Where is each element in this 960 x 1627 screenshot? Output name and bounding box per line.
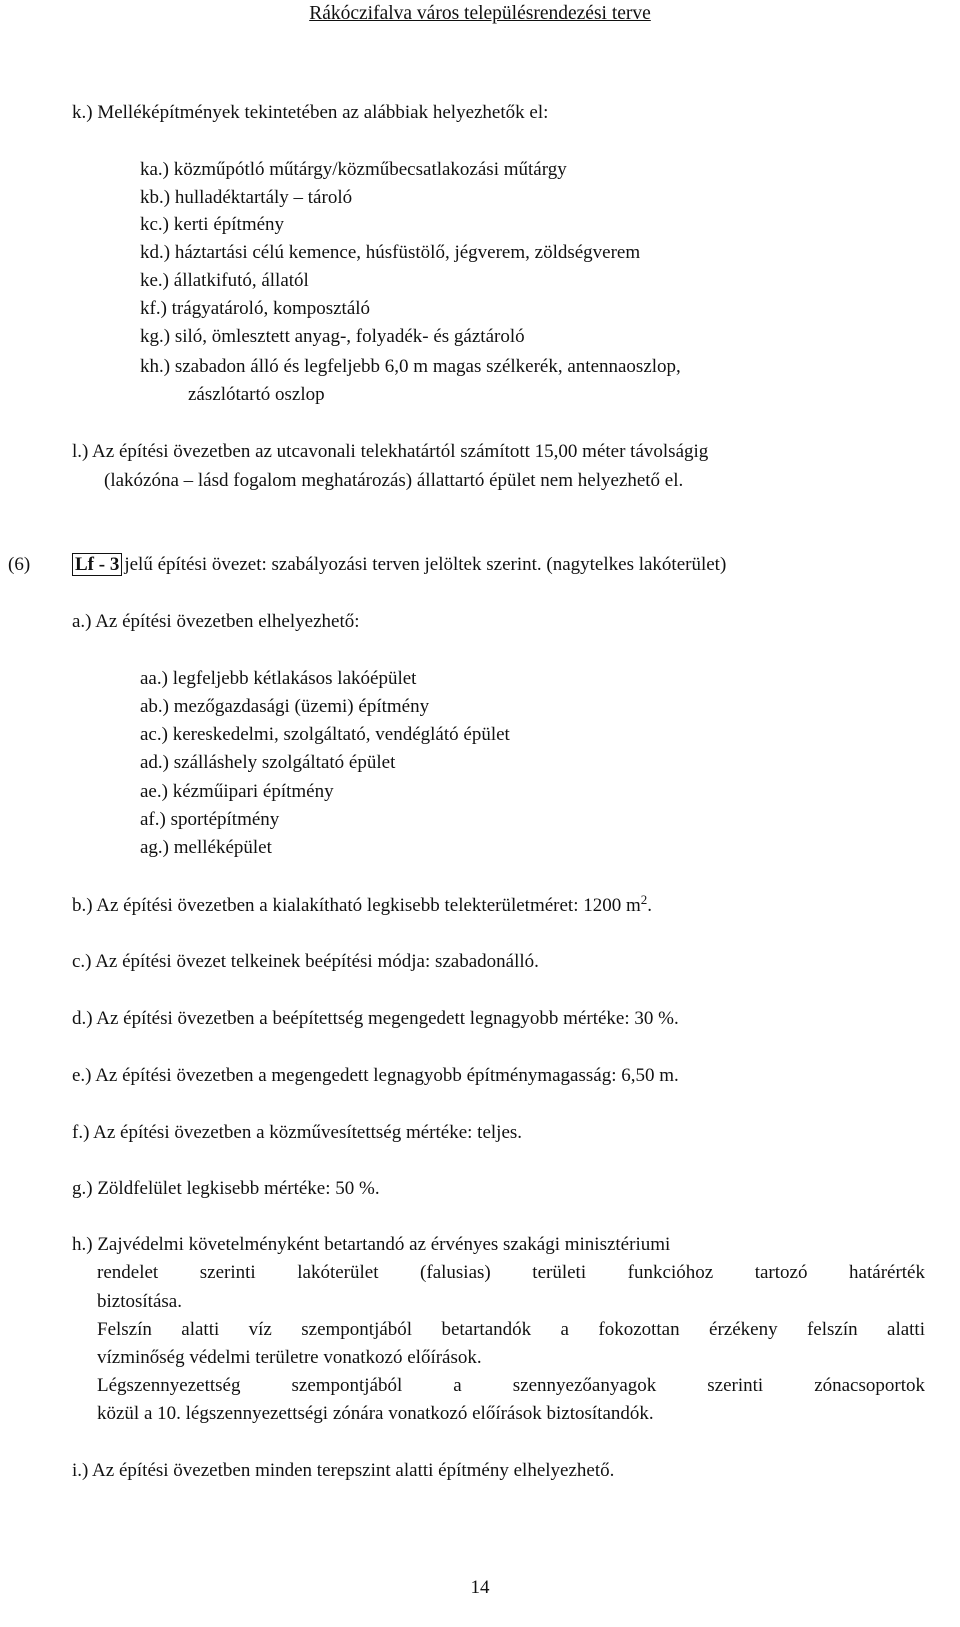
list-item: ag.) melléképület xyxy=(140,837,272,858)
list-item: kg.) siló, ömlesztett anyag-, folyadék- és gáztároló xyxy=(140,326,525,347)
paragraph-h-line4: Felszín alatti víz szempontjából betartandók a fokozottan érzékeny felszín alatti xyxy=(97,1319,925,1340)
paragraph-f: f.) Az építési övezetben a közművesítettség mértéke: teljes. xyxy=(72,1122,523,1143)
paragraph-e: e.) Az építési övezetben a megengedett legnagyobb építménymagasság: 6,50 m. xyxy=(72,1065,679,1086)
list-item-continuation: zászlótartó oszlop xyxy=(188,384,325,405)
list-item: ad.) szálláshely szolgáltató épület xyxy=(140,752,396,773)
list-item: kc.) kerti építmény xyxy=(140,214,285,235)
list-item: kf.) trágyatároló, komposztáló xyxy=(140,298,371,319)
zone-code: Lf - 3 xyxy=(72,553,122,576)
list-item: ae.) kézműipari építmény xyxy=(140,781,334,802)
paragraph-b xyxy=(72,894,652,918)
k-intro: k.) Melléképítmények tekintetében az alábbiak helyezhetők el: xyxy=(72,102,549,123)
list-item: ka.) közműpótló műtárgy/közműbecsatlakozási műtárgy xyxy=(140,159,567,180)
paragraph-h-line7: közül a 10. légszennyezettségi zónára vonatkozó előírások biztosítandók. xyxy=(97,1403,654,1424)
paragraph-d: d.) Az építési övezetben a beépítettség megengedett legnagyobb mértéke: 30 %. xyxy=(72,1008,679,1029)
paragraph-h-line5: vízminőség védelmi területre vonatkozó előírások. xyxy=(97,1347,482,1368)
paragraph-h-line6: Légszennyezettség szempontjából a szennyezőanyagok szerinti zónacsoportok xyxy=(97,1375,925,1396)
paragraph-h-line3: biztosítása. xyxy=(97,1291,182,1312)
paragraph-l-line2: (lakózóna – lásd fogalom meghatározás) állattartó épület nem helyezhető el. xyxy=(104,470,684,491)
a-intro: a.) Az építési övezetben elhelyezhető: xyxy=(72,611,360,632)
list-item: ke.) állatkifutó, állatól xyxy=(140,270,309,291)
list-item: ab.) mezőgazdasági (üzemi) építmény xyxy=(140,696,430,717)
paragraph-b-end: . xyxy=(647,895,652,916)
paragraph-h-line1: h.) Zajvédelmi követelményként betartandó az érvényes szakági minisztériumi xyxy=(72,1234,671,1255)
superscript: 2 xyxy=(640,892,648,907)
list-item: af.) sportépítmény xyxy=(140,809,280,830)
list-item: kh.) szabadon álló és legfeljebb 6,0 m magas szélkerék, antennaoszlop, xyxy=(140,356,681,377)
paragraph-g: g.) Zöldfelület legkisebb mértéke: 50 %. xyxy=(72,1178,380,1199)
section-number: (6) xyxy=(8,554,31,575)
paragraph-b-text: b.) Az építési övezetben a kialakítható legkisebb telekterületméret: 1200 m xyxy=(72,895,641,916)
paragraph-c: c.) Az építési övezet telkeinek beépítési módja: szabadonálló. xyxy=(72,951,539,972)
paragraph-h-line2: rendelet szerinti lakóterület (falusias) területi funkcióhoz tartozó határérték xyxy=(97,1262,925,1283)
page-header: Rákóczifalva város településrendezési terve xyxy=(309,3,651,24)
section-heading-text: jelű építési övezet: szabályozási terven jelöltek szerint. (nagytelkes lakóterület) xyxy=(124,554,727,575)
list-item: kd.) háztartási célú kemence, húsfüstölő, jégverem, zöldségverem xyxy=(140,242,641,263)
paragraph-l-line1: l.) Az építési övezetben az utcavonali telekhatártól számított 15,00 méter távolságig xyxy=(72,441,709,462)
list-item: ac.) kereskedelmi, szolgáltató, vendéglátó épület xyxy=(140,724,510,745)
list-item: aa.) legfeljebb kétlakásos lakóépület xyxy=(140,668,417,689)
list-item: kb.) hulladéktartály – tároló xyxy=(140,187,353,208)
paragraph-i: i.) Az építési övezetben minden terepszint alatti építmény elhelyezhető. xyxy=(72,1460,615,1481)
page-number: 14 xyxy=(470,1577,490,1598)
section-heading xyxy=(72,553,726,577)
